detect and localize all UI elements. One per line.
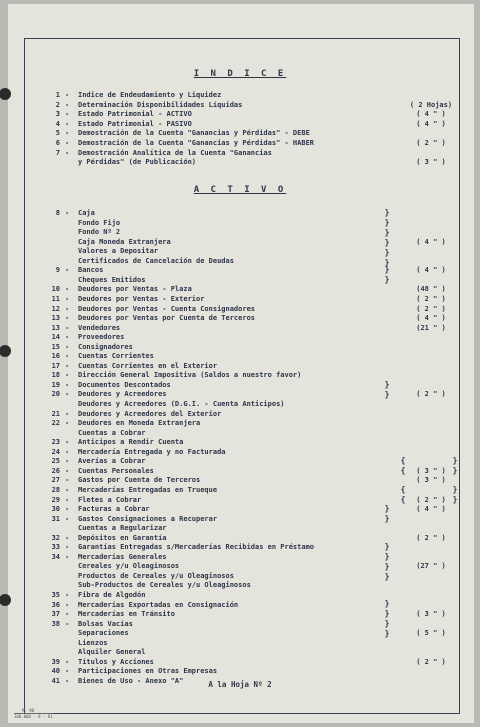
row-text: Vendedores	[78, 323, 121, 332]
row-text: Gastos Consignaciones a Recuperar	[78, 514, 218, 523]
row-sheet-count: (27 " )	[416, 562, 446, 571]
row-text: Garantías Entregadas s/Mercaderías Recibidas en Préstamo	[78, 543, 315, 552]
grouping-brace: { {	[400, 485, 406, 504]
row-sheet-count: ( 3 " )	[416, 158, 446, 167]
row-sheet-count: ( 4 " )	[416, 505, 446, 514]
row-dash: -	[65, 676, 70, 685]
row-text: Fletes a Cobrar	[78, 495, 142, 504]
row-dash: -	[65, 466, 70, 475]
row-text: Alquiler General	[78, 648, 146, 657]
row-number: 15	[51, 342, 60, 351]
index-row	[0, 428, 480, 438]
row-dash: -	[65, 129, 70, 138]
row-text: Separaciones	[78, 629, 129, 638]
index-row	[0, 638, 480, 648]
row-text: Cereales y/u Oleaginosos	[78, 562, 180, 571]
row-text: Valores a Depositar	[78, 247, 159, 256]
index-row	[0, 304, 480, 314]
row-number: 18	[51, 371, 60, 380]
grouping-brace: { {	[400, 456, 406, 475]
row-text: Cuentas Corrientes en el Exterior	[78, 361, 218, 370]
row-dash: -	[65, 600, 70, 609]
index-row	[0, 533, 480, 543]
index-row	[0, 227, 480, 237]
row-dash: -	[65, 657, 70, 666]
row-text: Deudores por Ventas por Cuenta de Terceros	[78, 314, 256, 323]
row-text: Mercaderías Generales	[78, 552, 167, 561]
row-number: 1	[55, 91, 60, 99]
row-text: Fondo Fijo	[78, 218, 121, 227]
row-text: Documentos Descontados	[78, 380, 171, 389]
row-text: Indice de Endeudamiento y Liquidez	[78, 91, 222, 99]
row-text: y Pérdidas" (de Publicación)	[78, 158, 197, 167]
row-dash: -	[65, 100, 70, 109]
index-row	[0, 218, 480, 228]
row-text: Deudores y Acreedores	[78, 390, 167, 399]
row-dash: -	[65, 333, 70, 342]
row-number: 22	[51, 419, 60, 428]
row-text: Anticipos a Rendir Cuenta	[78, 438, 184, 447]
row-number: 40	[51, 667, 60, 676]
index-row	[0, 370, 480, 380]
row-number: 24	[51, 447, 60, 456]
row-dash: -	[65, 485, 70, 494]
index-row	[0, 514, 480, 524]
row-number: 4	[55, 119, 60, 128]
row-sheet-count: ( 4 " )	[416, 237, 446, 246]
row-dash: -	[65, 495, 70, 504]
index-row	[0, 138, 480, 148]
row-dash: -	[65, 285, 70, 294]
row-number: 16	[51, 352, 60, 361]
row-text: Estado Patrimonial - ACTIVO	[78, 110, 192, 119]
row-number: 31	[51, 514, 60, 523]
index-row	[0, 148, 480, 158]
row-number: 29	[51, 495, 60, 504]
index-row	[0, 609, 480, 619]
row-number: 35	[51, 591, 60, 599]
row-text: Dirección General Impositiva (Saldos a nuestro favor)	[78, 371, 302, 380]
grouping-brace: } } } }	[384, 599, 390, 638]
row-sheet-count: ( 2 Hojas)	[409, 100, 453, 109]
row-number: 23	[51, 438, 60, 447]
row-number: 13	[51, 314, 60, 323]
index-row	[0, 580, 480, 590]
row-dash: -	[65, 409, 70, 418]
row-sheet-count: ( 2 " )	[416, 139, 446, 147]
row-number: 39	[51, 657, 60, 666]
row-sheet-count: ( 4 " )	[416, 119, 446, 128]
row-dash: -	[65, 457, 70, 466]
row-sheet-count: ( 2 " )	[416, 294, 446, 303]
row-text: Caja Moneda Extranjera	[78, 237, 171, 246]
row-text: Cuentas a Regularizar	[78, 524, 167, 533]
row-sheet-count: ( 3 " )	[416, 476, 446, 485]
index-row	[0, 475, 480, 485]
index-row	[0, 437, 480, 447]
row-number: 34	[51, 552, 60, 561]
index-row	[0, 361, 480, 371]
row-number: 38	[51, 619, 60, 628]
index-row	[0, 399, 480, 409]
row-dash: -	[65, 447, 70, 456]
index-row	[0, 552, 480, 562]
index-row	[0, 119, 480, 129]
index-row	[0, 657, 480, 667]
row-dash: -	[65, 209, 70, 217]
row-dash: -	[65, 552, 70, 561]
row-text: Deudores y Acreedores (D.G.I. - Cuenta Anticipos)	[78, 400, 285, 408]
row-sheet-count: ( 2 " )	[416, 657, 446, 666]
row-dash: -	[65, 505, 70, 514]
row-dash: -	[65, 533, 70, 542]
row-number: 33	[51, 543, 60, 552]
index-row	[0, 666, 480, 676]
row-number: 20	[51, 390, 60, 399]
grouping-brace: } } } }	[384, 542, 390, 581]
row-number: 12	[51, 304, 60, 313]
row-text: Cuentas a Cobrar	[78, 428, 146, 437]
row-dash: -	[65, 371, 70, 380]
index-row	[0, 323, 480, 333]
row-dash: -	[65, 438, 70, 447]
row-sheet-count: ( 4 " )	[416, 110, 446, 119]
index-row	[0, 237, 480, 247]
row-dash: -	[65, 294, 70, 303]
index-row	[0, 380, 480, 390]
index-row	[0, 571, 480, 581]
row-number: 5	[55, 129, 60, 138]
row-text: Bancos	[78, 266, 104, 275]
row-number: 11	[51, 294, 60, 303]
row-text: Depósitos en Garantía	[78, 533, 167, 542]
grouping-brace: } } } } } }	[384, 208, 390, 267]
row-dash: -	[65, 119, 70, 128]
row-dash: -	[65, 543, 70, 552]
grouping-brace: } }	[452, 485, 458, 504]
row-dash: -	[65, 91, 70, 99]
row-dash: -	[65, 667, 70, 676]
grouping-brace: } }	[452, 456, 458, 475]
row-sheet-count: ( 2 " )	[416, 533, 446, 542]
row-text: Certificados de Cancelación de Deudas	[78, 256, 234, 265]
index-row	[0, 275, 480, 285]
row-number: 8	[55, 209, 60, 217]
row-dash: -	[65, 139, 70, 147]
row-dash: -	[65, 591, 70, 599]
form-code-number: M. 90	[14, 708, 53, 714]
row-dash: -	[65, 390, 70, 399]
row-number: 36	[51, 600, 60, 609]
row-dash: -	[65, 148, 70, 157]
row-dash: -	[65, 610, 70, 619]
row-number: 14	[51, 333, 60, 342]
row-sheet-count: ( 3 " )	[416, 466, 446, 475]
row-text: Productos de Cereales y/u Oleaginosos	[78, 571, 234, 580]
row-text: Consignadores	[78, 342, 133, 351]
row-dash: -	[65, 342, 70, 351]
row-dash: -	[65, 361, 70, 370]
row-number: 6	[55, 139, 60, 147]
row-sheet-count: ( 3 " )	[416, 610, 446, 619]
row-text: Determinación Disponibilidades Líquidas	[78, 100, 243, 109]
row-text: Sub-Productos de Cereales y/u Oleaginosos	[78, 581, 251, 590]
index-row	[0, 456, 480, 466]
row-text: Fibra de Algodón	[78, 591, 146, 599]
row-text: Gastos por Cuenta de Terceros	[78, 476, 201, 485]
row-dash: -	[65, 476, 70, 485]
grouping-brace: } }	[384, 504, 390, 523]
row-number: 3	[55, 110, 60, 119]
index-row	[0, 256, 480, 266]
row-number: 9	[55, 266, 60, 275]
row-number: 7	[55, 148, 60, 157]
row-sheet-count: ( 2 " )	[416, 495, 446, 504]
row-dash: -	[65, 514, 70, 523]
row-number: 32	[51, 533, 60, 542]
row-number: 17	[51, 361, 60, 370]
index-row	[0, 100, 480, 110]
index-row	[0, 647, 480, 657]
index-row	[0, 128, 480, 138]
row-text: Deudores y Acreedores del Exterior	[78, 409, 222, 418]
row-number: 27	[51, 476, 60, 485]
index-row	[0, 208, 480, 218]
index-row	[0, 447, 480, 457]
index-row	[0, 313, 480, 323]
row-number: 25	[51, 457, 60, 466]
row-number: 10	[51, 285, 60, 294]
row-text: Demostración Analítica de la Cuenta "Ganancias	[78, 148, 272, 157]
row-text: Participaciones en Otras Empresas	[78, 667, 218, 676]
row-text: Caja	[78, 209, 95, 217]
row-text: Cheques Emitidos	[78, 275, 146, 284]
index-row	[0, 342, 480, 352]
row-text: Deudores por Ventas - Cuenta Consignadores	[78, 304, 256, 313]
row-sheet-count: ( 2 " )	[416, 304, 446, 313]
row-sheet-count: (21 " )	[416, 323, 446, 332]
row-text: Proveedores	[78, 333, 125, 342]
row-text: Mercaderías Entregadas en Trueque	[78, 485, 218, 494]
row-dash: -	[65, 380, 70, 389]
index-title: I N D I C E	[193, 69, 287, 79]
index-row	[0, 418, 480, 428]
row-sheet-count: ( 4 " )	[416, 266, 446, 275]
row-number: 41	[51, 676, 60, 685]
index-row	[0, 628, 480, 638]
index-row	[0, 523, 480, 533]
row-dash: -	[65, 352, 70, 361]
index-row	[0, 590, 480, 600]
row-text: Deudores por Ventas - Plaza	[78, 285, 192, 294]
row-text: Mercaderías en Tránsito	[78, 610, 175, 619]
row-number: 13	[51, 323, 60, 332]
index-row	[0, 409, 480, 419]
index-row	[0, 542, 480, 552]
index-row	[0, 109, 480, 119]
form-code	[14, 708, 53, 719]
row-dash: -	[65, 266, 70, 275]
row-sheet-count: ( 2 " )	[416, 390, 446, 399]
row-number: 37	[51, 610, 60, 619]
index-row	[0, 600, 480, 610]
row-text: Demostración de la Cuenta "Ganancias y Pérdidas" - HABER	[78, 139, 315, 147]
row-text: Mercaderías Exportadas en Consignación	[78, 600, 239, 609]
row-sheet-count: (48 " )	[416, 285, 446, 294]
index-row	[0, 495, 480, 505]
index-row	[0, 485, 480, 495]
index-row	[0, 157, 480, 167]
row-text: Estado Patrimonial - PASIVO	[78, 119, 192, 128]
index-row	[0, 246, 480, 256]
row-number: 28	[51, 485, 60, 494]
continuation-note: A la Hoja Nº 2	[208, 680, 272, 689]
row-text: Cuentas Corrientes	[78, 352, 154, 361]
row-text: Cuentas Personales	[78, 466, 154, 475]
form-code-print-run: 100.000 - 8 - 81	[14, 714, 53, 719]
row-dash: -	[65, 323, 70, 332]
row-number: 21	[51, 409, 60, 418]
index-row	[0, 332, 480, 342]
row-number: 26	[51, 466, 60, 475]
row-sheet-count: ( 4 " )	[416, 314, 446, 323]
row-text: Mercadería Entregada y no Facturada	[78, 447, 226, 456]
row-dash: -	[65, 314, 70, 323]
index-row	[0, 466, 480, 476]
row-dash: -	[65, 619, 70, 628]
row-text: Bolsas Vacías	[78, 619, 133, 628]
grouping-brace: } }	[384, 380, 390, 399]
index-row	[0, 90, 480, 100]
row-number: 30	[51, 505, 60, 514]
index-row	[0, 504, 480, 514]
row-number: 2	[55, 100, 60, 109]
index-row	[0, 284, 480, 294]
index-row	[0, 561, 480, 571]
index-row	[0, 389, 480, 399]
row-text: Lienzos	[78, 638, 108, 647]
row-text: Deudores por Ventas - Exterior	[78, 294, 205, 303]
row-text: Demostración de la Cuenta "Ganancias y Pérdidas" - DEBE	[78, 129, 310, 138]
activo-title: A C T I V O	[193, 185, 287, 195]
row-dash: -	[65, 419, 70, 428]
row-dash: -	[65, 304, 70, 313]
row-text: Deudores en Moneda Extranjera	[78, 419, 201, 428]
grouping-brace: } }	[384, 265, 390, 284]
row-text: Averías a Cobrar	[78, 457, 146, 466]
row-text: Títulos y Acciones	[78, 657, 154, 666]
row-text: Bienes de Uso - Anexo "A"	[78, 676, 184, 685]
row-dash: -	[65, 110, 70, 119]
row-text: Facturas a Cobrar	[78, 505, 150, 514]
index-row	[0, 619, 480, 629]
index-row	[0, 265, 480, 275]
index-row	[0, 351, 480, 361]
row-number: 19	[51, 380, 60, 389]
row-sheet-count: ( 5 " )	[416, 629, 446, 638]
index-row	[0, 294, 480, 304]
row-text: Fondo Nº 2	[78, 228, 121, 237]
